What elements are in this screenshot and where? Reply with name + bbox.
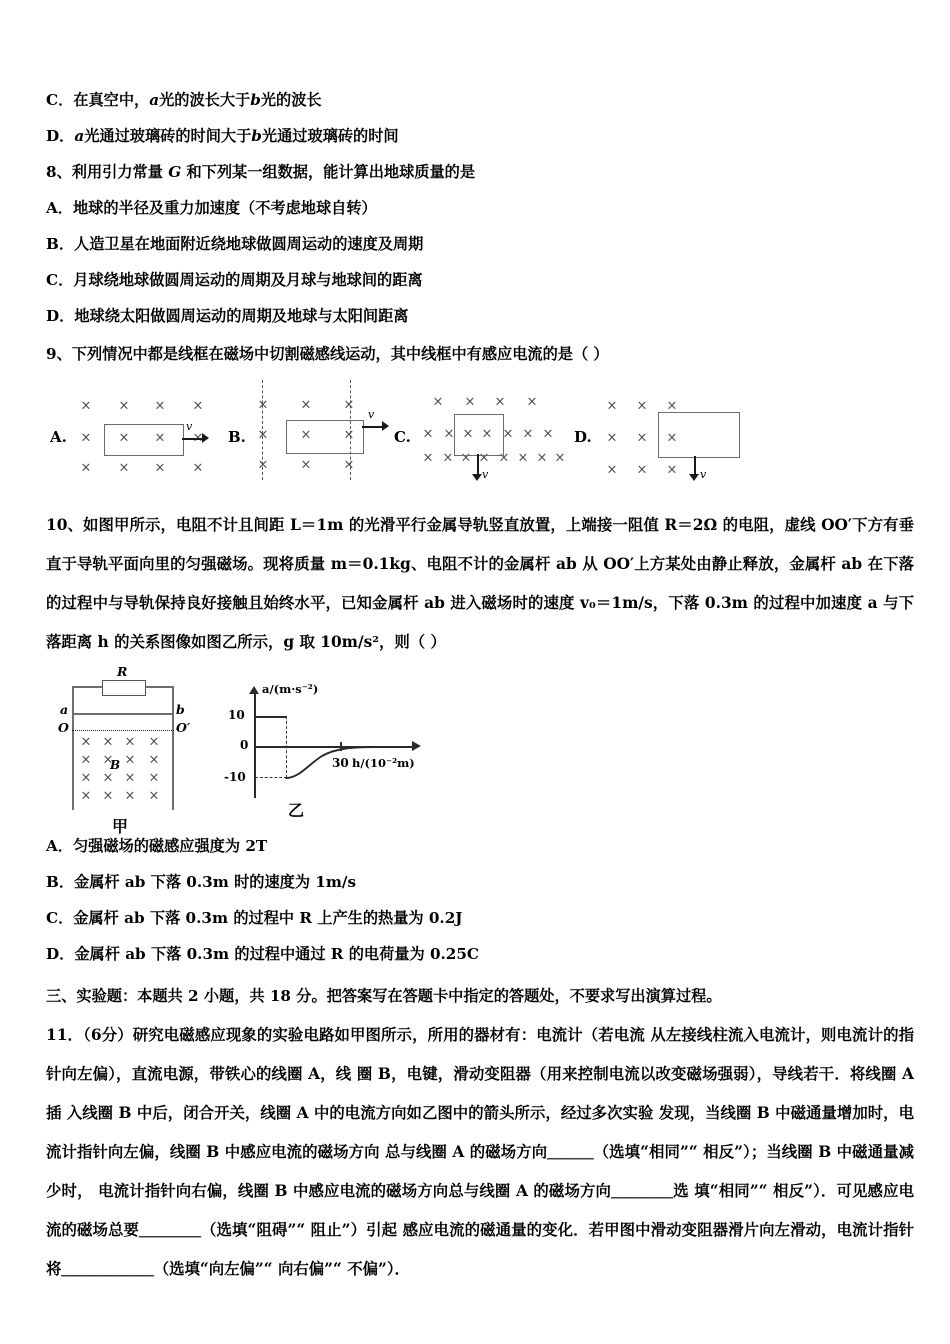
option-label: D． bbox=[46, 307, 75, 325]
field-cross: × bbox=[666, 462, 678, 478]
field-cross: × bbox=[517, 450, 529, 466]
field-cross: × bbox=[481, 426, 493, 442]
figure-yi-caption: 乙 bbox=[288, 801, 305, 820]
velocity-arrow-shaft bbox=[477, 454, 479, 476]
q9-figure-a-label: A. bbox=[50, 428, 67, 446]
curve-asymptotic bbox=[214, 678, 464, 826]
rod-ab bbox=[72, 713, 174, 715]
velocity-arrow-shaft bbox=[362, 426, 384, 428]
velocity-label: v bbox=[368, 408, 375, 421]
field-cross: × bbox=[118, 398, 130, 414]
resistor-symbol bbox=[102, 680, 146, 696]
option-text-c: 光通过玻璃砖的时间 bbox=[261, 127, 399, 145]
field-cross: × bbox=[422, 426, 434, 442]
q10-option-d bbox=[46, 936, 914, 972]
field-cross: × bbox=[502, 426, 514, 442]
field-cross: × bbox=[300, 457, 312, 473]
option-c-prev bbox=[46, 82, 914, 118]
field-cross: × bbox=[80, 770, 92, 786]
field-cross: × bbox=[80, 430, 92, 446]
question-8-stem bbox=[46, 154, 914, 190]
field-cross: × bbox=[636, 462, 648, 478]
field-cross: × bbox=[300, 427, 312, 443]
field-cross: × bbox=[102, 788, 114, 804]
option-label: D． bbox=[46, 945, 75, 963]
field-cross: × bbox=[526, 394, 538, 410]
variable-b: b bbox=[251, 127, 262, 145]
field-cross: × bbox=[257, 427, 269, 443]
option-text: 金属杆 ab 下落 0.3m 的过程中 R 上产生的热量为 0.2J bbox=[73, 909, 463, 927]
velocity-arrow-head bbox=[472, 474, 482, 481]
x-tick-30: 30 bbox=[332, 756, 349, 770]
document-content bbox=[46, 82, 914, 1289]
velocity-arrow-shaft bbox=[182, 438, 204, 440]
velocity-arrow-shaft bbox=[694, 456, 696, 476]
field-cross: × bbox=[300, 397, 312, 413]
y-tick-0: 0 bbox=[240, 738, 249, 752]
q8-option-d bbox=[46, 298, 914, 334]
q8-option-b bbox=[46, 226, 914, 262]
q9-fig-d-canvas bbox=[600, 392, 760, 484]
field-cross: × bbox=[148, 752, 160, 768]
field-cross: × bbox=[636, 430, 648, 446]
x-axis-label: h/(10⁻²m) bbox=[352, 756, 415, 770]
field-cross: × bbox=[536, 450, 548, 466]
field-cross: × bbox=[443, 426, 455, 442]
q9-figure-d bbox=[574, 378, 764, 496]
node-O-label: O bbox=[58, 720, 69, 735]
field-cross: × bbox=[636, 398, 648, 414]
field-cross: × bbox=[464, 394, 476, 410]
option-text: 月球绕地球做圆周运动的周期及月球与地球间的距离 bbox=[73, 271, 423, 289]
q8-stem-pre: 8、利用引力常量 bbox=[46, 163, 163, 181]
field-cross: × bbox=[666, 398, 678, 414]
wire-loop bbox=[658, 412, 740, 458]
field-label-B: B bbox=[110, 758, 121, 772]
field-cross: × bbox=[257, 457, 269, 473]
q9-fig-c-canvas bbox=[420, 392, 580, 484]
variable-a: a bbox=[149, 91, 160, 109]
velocity-arrow-head bbox=[202, 433, 209, 443]
q9-figure-a bbox=[50, 378, 230, 496]
field-cross: × bbox=[154, 430, 166, 446]
question-9-figure-row bbox=[46, 378, 914, 496]
option-text-b: 光通过玻璃砖的时间大于 bbox=[84, 127, 252, 145]
field-cross: × bbox=[606, 398, 618, 414]
option-label: A． bbox=[46, 199, 73, 217]
field-cross: × bbox=[192, 460, 204, 476]
field-cross: × bbox=[118, 460, 130, 476]
option-text: 人造卫星在地面附近绕地球做圆周运动的速度及周期 bbox=[74, 235, 424, 253]
field-cross: × bbox=[80, 460, 92, 476]
y-tick-10: 10 bbox=[228, 708, 245, 722]
node-b-label: b bbox=[176, 702, 185, 717]
field-cross: × bbox=[80, 788, 92, 804]
field-cross: × bbox=[606, 430, 618, 446]
field-cross: × bbox=[154, 398, 166, 414]
figure-jia-circuit bbox=[58, 664, 210, 836]
field-cross: × bbox=[102, 734, 114, 750]
q10-option-c bbox=[46, 900, 914, 936]
velocity-arrow-head bbox=[689, 474, 699, 481]
section-3-heading: 三、实验题：本题共 2 小题，共 18 分。把答案写在答题卡中指定的答题处，不要求写出演算过程。 bbox=[46, 987, 722, 1005]
figure-yi-graph bbox=[214, 678, 464, 826]
q9-fig-b-canvas bbox=[250, 380, 400, 484]
option-label: C． bbox=[46, 271, 74, 289]
variable-a: a bbox=[74, 127, 85, 145]
option-label: B． bbox=[46, 235, 75, 253]
q10-option-b bbox=[46, 864, 914, 900]
field-cross: × bbox=[343, 457, 355, 473]
field-cross: × bbox=[102, 752, 114, 768]
node-a-label: a bbox=[60, 702, 69, 717]
q9-figure-d-label: D. bbox=[574, 428, 592, 446]
question-10-stem: 10、如图甲所示，电阻不计且间距 L＝1m 的光滑平行金属导轨竖直放置，上端接一阻值 R＝2Ω 的电阻，虚线 OO′下方有垂直于导轨平面向里的匀强磁场。现将质量 m＝0.1kg、电阻不计的金属杆 ab 从 OO′上方某处由静止释放，金属杆 ab 在下落的过程中与导轨保持良好接触且始终水平，已知金属杆 ab 进入磁场时的速度 v₀＝1m/s，下落 0.3m 的过程中加速度 a 与下落距离 h 的关系图像如图乙所示，g 取 10m/s²，则（ ） bbox=[46, 516, 914, 651]
option-label: D． bbox=[46, 127, 75, 145]
node-O-prime-label: O′ bbox=[176, 720, 191, 735]
resistor-label: R bbox=[117, 664, 128, 679]
field-cross: × bbox=[343, 427, 355, 443]
top-wire-left bbox=[72, 686, 102, 688]
q9-figure-b-label: B. bbox=[228, 428, 246, 446]
field-cross: × bbox=[460, 450, 472, 466]
velocity-label: v bbox=[700, 468, 707, 481]
field-cross: × bbox=[80, 752, 92, 768]
field-cross: × bbox=[148, 788, 160, 804]
option-label: C． bbox=[46, 91, 74, 109]
field-cross: × bbox=[80, 734, 92, 750]
field-cross: × bbox=[154, 460, 166, 476]
field-cross: × bbox=[343, 397, 355, 413]
field-cross: × bbox=[102, 770, 114, 786]
field-cross: × bbox=[257, 397, 269, 413]
q8-option-c bbox=[46, 262, 914, 298]
field-cross: × bbox=[118, 430, 130, 446]
option-text-a: 在真空中， bbox=[73, 91, 150, 109]
y-tick-neg10: -10 bbox=[224, 770, 246, 784]
option-text: 地球的半径及重力加速度（不考虑地球自转） bbox=[72, 199, 377, 217]
field-cross: × bbox=[478, 450, 490, 466]
velocity-label: v bbox=[482, 468, 489, 481]
q8-stem-post: 和下列某一组数据，能计算出地球质量的是 bbox=[186, 163, 476, 181]
q10-option-a bbox=[46, 828, 914, 864]
option-label: A． bbox=[46, 837, 73, 855]
option-text: 匀强磁场的磁感应强度为 2T bbox=[72, 837, 268, 855]
q8-variable-G: G bbox=[168, 163, 182, 181]
rail-left bbox=[72, 686, 74, 810]
field-cross: × bbox=[498, 450, 510, 466]
wire-loop bbox=[286, 420, 364, 454]
q9-figure-b bbox=[228, 378, 408, 496]
option-text: 金属杆 ab 下落 0.3m 时的速度为 1m/s bbox=[74, 873, 357, 891]
q9-figure-c-label: C. bbox=[394, 428, 411, 446]
top-wire-right bbox=[144, 686, 174, 688]
option-label: B． bbox=[46, 873, 75, 891]
field-cross: × bbox=[542, 426, 554, 442]
velocity-arrow-head bbox=[382, 421, 389, 431]
field-cross: × bbox=[124, 788, 136, 804]
question-11-stem: 11．（6分）研究电磁感应现象的实验电路如甲图所示，所用的器材有：电流计（若电流 从左接线柱流入电流计，则电流计的指针向左偏），直流电源，带铁心的线圈 A，线 圈 B，电键，滑动变阻器（用来控制电流以改变磁场强弱），导线若干．将线圈 A 插 入线圈 B 中后，闭合开关，线圈 A 中的电流方向如乙图中的箭头所示，经过多次实验 发现，当线圈 B 中磁通量增加时，电流计指针向左偏，线圈 B 中感应电流的磁场方向 总与线圈 A 的磁场方向＿＿＿（选填“相同”“ 相反”）；当线圈 B 中磁通量减少时， 电流计指针向右偏，线圈 B 中感应电流的磁场方向总与线圈 A 的磁场方向＿＿＿＿选 填“相同”“ 相反”）．可见感应电流的磁场总要＿＿＿＿（选填“阻碍”“ 阻止”）引起 感应电流的磁通量的变化．若甲图中滑动变阻器滑片向左滑动，电流计指针将＿＿＿＿＿＿（选填“向左偏”“ 向右偏”“ 不偏”）． bbox=[46, 1026, 914, 1278]
field-cross: × bbox=[148, 734, 160, 750]
question-9-stem: 9、下列情况中都是线框在磁场中切割磁感线运动，其中线框中有感应电流的是（ ） bbox=[46, 345, 609, 363]
wire-loop bbox=[104, 424, 184, 456]
figure-jia-caption: 甲 bbox=[112, 817, 129, 836]
line-oo-prime bbox=[72, 730, 174, 731]
option-text-c: 光的波长 bbox=[260, 91, 322, 109]
field-cross: × bbox=[554, 450, 566, 466]
option-d-prev bbox=[46, 118, 914, 154]
option-text: 金属杆 ab 下落 0.3m 的过程中通过 R 的电荷量为 0.25C bbox=[74, 945, 480, 963]
field-cross: × bbox=[80, 398, 92, 414]
field-cross: × bbox=[462, 426, 474, 442]
field-cross: × bbox=[432, 394, 444, 410]
y-axis-label: a/(m·s⁻²) bbox=[262, 682, 319, 696]
option-text-b: 光的波长大于 bbox=[159, 91, 251, 109]
field-cross: × bbox=[124, 734, 136, 750]
q9-fig-a-canvas bbox=[72, 396, 222, 478]
field-cross: × bbox=[442, 450, 454, 466]
velocity-label: v bbox=[186, 420, 193, 433]
wire-loop bbox=[454, 414, 504, 456]
question-10-figures bbox=[46, 664, 914, 836]
field-cross: × bbox=[422, 450, 434, 466]
field-cross: × bbox=[522, 426, 534, 442]
option-text: 地球绕太阳做圆周运动的周期及地球与太阳间距离 bbox=[74, 307, 409, 325]
field-cross: × bbox=[148, 770, 160, 786]
field-cross: × bbox=[666, 430, 678, 446]
q8-option-a bbox=[46, 190, 914, 226]
q9-figure-c bbox=[394, 378, 584, 496]
field-cross: × bbox=[606, 462, 618, 478]
rail-right bbox=[172, 686, 174, 810]
field-cross: × bbox=[124, 770, 136, 786]
field-cross: × bbox=[192, 398, 204, 414]
field-cross: × bbox=[494, 394, 506, 410]
field-cross: × bbox=[124, 752, 136, 768]
option-label: C． bbox=[46, 909, 74, 927]
variable-b: b bbox=[250, 91, 261, 109]
